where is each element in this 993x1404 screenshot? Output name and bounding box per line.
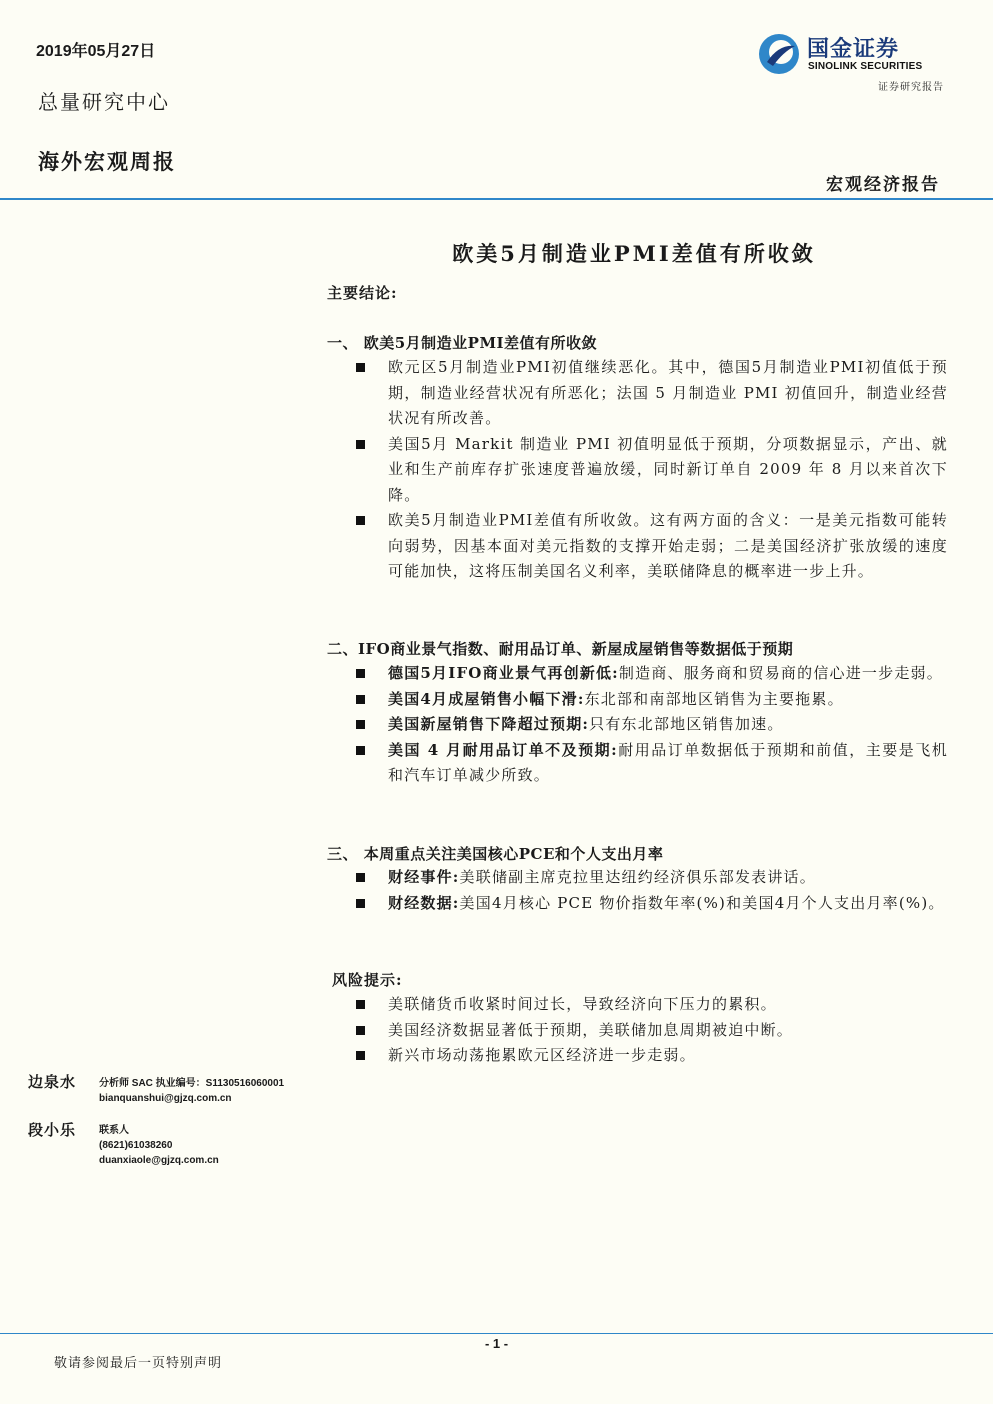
section-heading: 二、IFO商业景气指数、耐用品订单、新屋成屋销售等数据低于预期: [327, 640, 794, 658]
logo-subtitle: 证券研究报告: [878, 82, 944, 93]
bullet-icon: [356, 1051, 365, 1060]
main-conclusions-heading: 主要结论:: [327, 284, 398, 302]
section-list: [356, 865, 948, 916]
header-divider: [0, 198, 993, 200]
risk-list: [356, 992, 948, 1069]
analyst-info: [99, 1076, 284, 1106]
bullet-icon: [356, 516, 365, 525]
list-item: 德国5月IFO商业景气再创新低:制造商、服务商和贸易商的信心进一步走弱。: [356, 661, 948, 687]
analyst-info: [99, 1123, 219, 1168]
report-type: 宏观经济报告: [826, 175, 940, 195]
report-series: 海外宏观周报: [38, 149, 176, 174]
list-item: 美国 4 月耐用品订单不及预期:耐用品订单数据低于预期和前值，主要是飞机和汽车订单减少所致。: [356, 738, 948, 789]
report-date: 2019年05月27日: [36, 43, 156, 60]
analyst-name: 边泉水: [28, 1073, 77, 1091]
footer-divider: [0, 1333, 993, 1334]
page-number: - 1 -: [484, 1336, 509, 1351]
section-list: [356, 661, 948, 789]
bullet-icon: [356, 440, 365, 449]
bullet-icon: [356, 363, 365, 372]
bullet-icon: [356, 695, 365, 704]
research-center: 总量研究中心: [38, 90, 170, 114]
company-logo: [757, 32, 947, 94]
analyst-email[interactable]: duanxiaole@gjzq.com.cn: [99, 1155, 219, 1166]
list-item: 美国4月成屋销售小幅下滑:东北部和南部地区销售为主要拖累。: [356, 687, 948, 713]
list-item: 欧美5月制造业PMI差值有所收敛。这有两方面的含义：一是美元指数可能转向弱势，因基本面对美元指数的支撑开始走弱；二是美国经济扩张放缓的速度可能加快，这将压制美国名义利率，美联储降息的概率进一步上升。: [356, 508, 948, 585]
section-heading: 三、 本周重点关注美国核心PCE和个人支出月率: [327, 845, 664, 863]
list-item: 新兴市场动荡拖累欧元区经济进一步走弱。: [356, 1043, 948, 1069]
list-item: 美国5月 Markit 制造业 PMI 初值明显低于预期，分项数据显示，产出、就业和生产前库存扩张速度普遍放缓，同时新订单自 2009 年 8 月以来首次下降。: [356, 432, 948, 509]
bullet-icon: [356, 1026, 365, 1035]
list-item: 美国经济数据显著低于预期，美联储加息周期被迫中断。: [356, 1018, 948, 1044]
sinolink-logo-icon: [757, 32, 801, 76]
bullet-icon: [356, 669, 365, 678]
bullet-icon: [356, 899, 365, 908]
analyst-email[interactable]: bianquanshui@gjzq.com.cn: [99, 1093, 232, 1104]
logo-name-cn: 国金证券: [807, 37, 900, 62]
bullet-icon: [356, 873, 365, 882]
bullet-icon: [356, 720, 365, 729]
footer-disclaimer: 敬请参阅最后一页特别声明: [54, 1356, 223, 1371]
risk-heading: 风险提示:: [332, 971, 403, 989]
report-title: 欧美5月制造业PMI差值有所收敛: [452, 241, 816, 266]
analyst-name: 段小乐: [28, 1121, 77, 1139]
list-item: 欧元区5月制造业PMI初值继续恶化。其中，德国5月制造业PMI初值低于预期，制造业经营状况有所恶化；法国 5 月制造业 PMI 初值回升，制造业经营状况有所改善。: [356, 355, 948, 432]
bullet-icon: [356, 1000, 365, 1009]
list-item: 美联储货币收紧时间过长，导致经济向下压力的累积。: [356, 992, 948, 1018]
list-item: 财经事件:美联储副主席克拉里达纽约经济俱乐部发表讲话。: [356, 865, 948, 891]
analyst-phone: (8621)61038260: [99, 1140, 173, 1151]
analyst-role: 分析师 SAC 执业编号：S1130516060001: [99, 1078, 285, 1089]
list-item: 美国新屋销售下降超过预期:只有东北部地区销售加速。: [356, 712, 948, 738]
logo-name-en: SINOLINK SECURITIES: [808, 61, 923, 72]
section-heading: 一、 欧美5月制造业PMI差值有所收敛: [327, 334, 598, 352]
list-item: 财经数据:美国4月核心 PCE 物价指数年率(%)和美国4月个人支出月率(%)。: [356, 891, 948, 917]
bullet-icon: [356, 746, 365, 755]
section-list: [356, 355, 948, 585]
analyst-role: 联系人: [99, 1125, 129, 1136]
